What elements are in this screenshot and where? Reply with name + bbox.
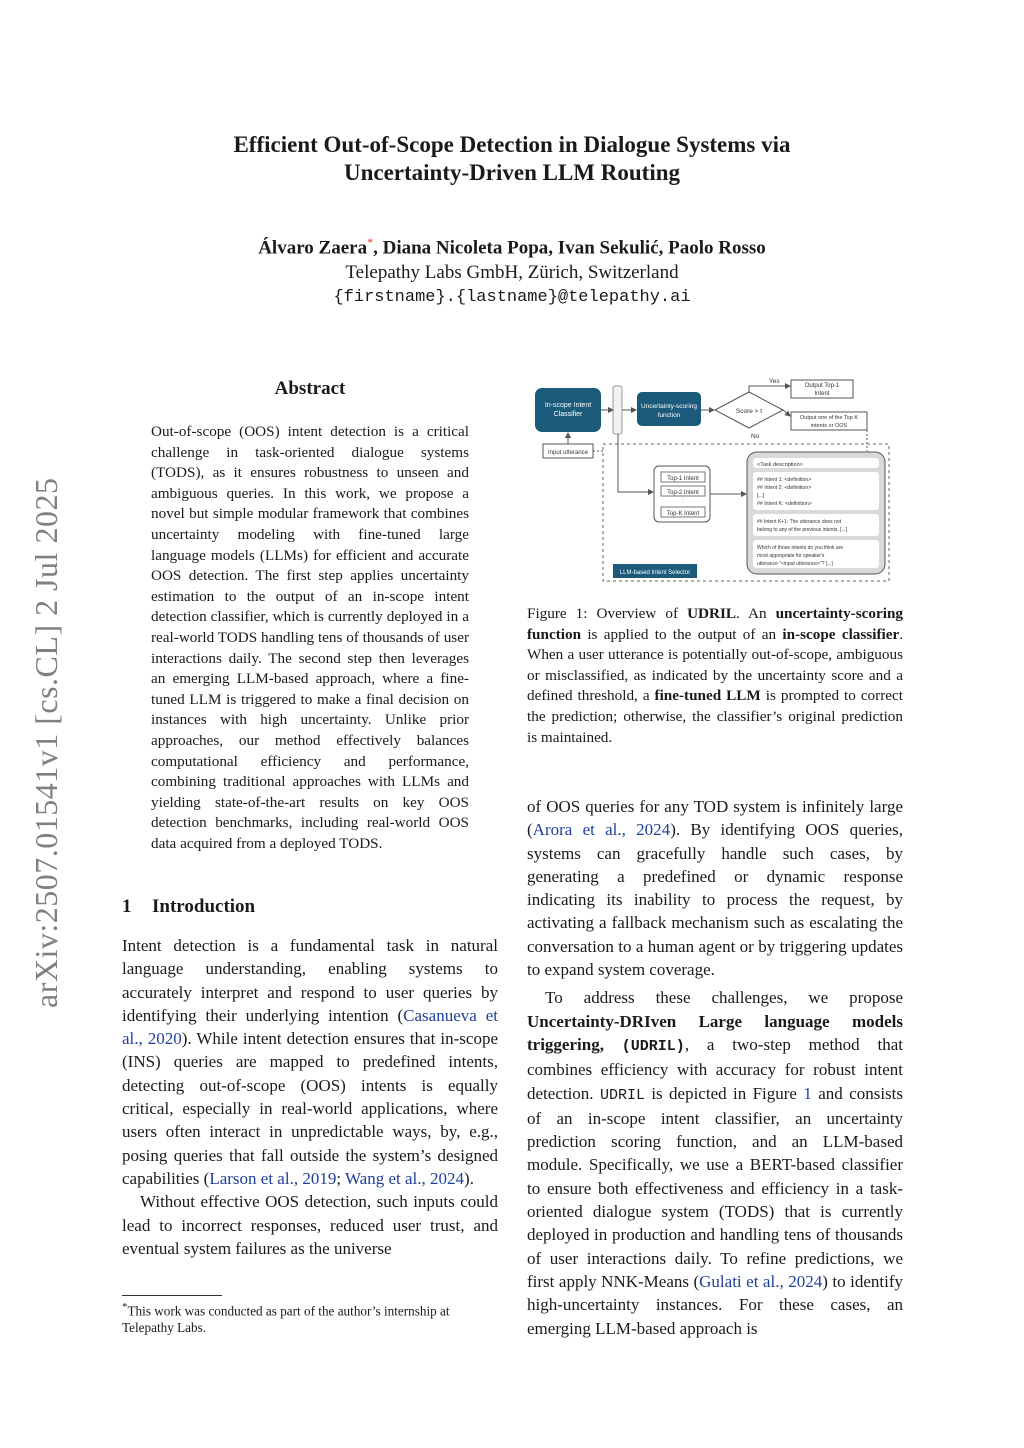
text-run: UDRIL	[687, 605, 737, 622]
output-topk-label: intents or OOS	[810, 423, 848, 429]
author-rest: , Diana Nicoleta Popa, Ivan Sekulić, Paolo Rosso	[373, 237, 766, 259]
text-run: ) to identify high-uncertainty instances. For these cases, an emerging LLM-based approach is	[527, 1271, 903, 1338]
top2-label: Top-2 Intent	[667, 490, 699, 496]
yes-label: Yes	[769, 378, 780, 385]
author-names	[150, 230, 874, 260]
text-run: uncertainty-scoring function	[527, 605, 903, 643]
email: {firstname}.{lastname}@telepathy.ai	[333, 288, 691, 308]
figure-link[interactable]: 1	[803, 1083, 812, 1103]
prompt-etc: [...]	[757, 493, 765, 499]
intro-paragraph-3	[527, 795, 903, 981]
citation-link[interactable]: Arora et al., 2024	[532, 820, 671, 840]
title-line-1: Efficient Out-of-Scope Detection in Dialogue Systems via	[233, 132, 791, 157]
classifier-label: Classifier	[553, 411, 583, 418]
intro-paragraph-4	[527, 986, 903, 1339]
abstract-heading: Abstract	[274, 378, 346, 399]
prompt-question: Which of those intents do you think are	[757, 545, 844, 551]
prompt-intent: ## Intent 1: <definition>	[757, 477, 812, 483]
author-block	[150, 230, 874, 310]
text-run: in-scope classifier	[782, 625, 900, 643]
topk-label: Top-K Intent	[666, 511, 700, 517]
citation-link[interactable]: Larson et al., 2019	[209, 1168, 337, 1188]
intro-paragraph-1	[122, 934, 498, 1190]
text-run: Intent detection is a fundamental task in natural language understanding, enabling systems to accurately interpret and respond to user queries by identifying their underlying intention (	[122, 936, 498, 1025]
prompt-question: most appropriate for speaker's	[757, 553, 825, 559]
title-line-2: Uncertainty-Driven LLM Routing	[343, 160, 681, 185]
output-top1-label: Output Top-1	[804, 383, 840, 389]
scoring-label: Uncertainty-scoring	[641, 403, 697, 410]
dots-label: :	[682, 499, 684, 505]
text-run: , a two-step method that combines efficiency with accuracy for robust intent detection.	[527, 1034, 903, 1103]
decision-label: Score > t	[735, 408, 763, 415]
text-run: (UDRIL)	[621, 1037, 685, 1055]
paper-title	[150, 131, 874, 187]
no-arrow	[783, 410, 790, 416]
prompt-intent: ## Intent K: <definition>	[757, 501, 812, 507]
text-run: and consists of an in-scope intent classifier, an uncertainty prediction scoring function, and an LLM-based module. Specifically, we use a BERT-based classifier to ensure both effectiveness and efficiency in a task-oriented dialogue system (TODS) that is currently deployed in production and handling tens of thousands of user interactions daily. To refine predictions, we first apply NNK-Means (	[527, 1083, 903, 1291]
text-run: Uncertainty-DRIven Large language models triggering,	[527, 1011, 903, 1054]
input-label: Input utterance	[547, 450, 589, 456]
text-run: ). While intent detection ensures that in-scope (INS) queries are mapped to predefined intents, detecting out-of-scope (OOS) intents is equally critical, especially in real-world applications, where users often interact in unpredictable ways, by, e.g., posing queries that fall outside the system’s designed capabilities (	[122, 1029, 498, 1188]
classifier-node	[535, 388, 601, 432]
author-footnote-mark[interactable]: *	[367, 235, 374, 249]
caption-label: Figure 1:	[527, 605, 588, 622]
classifier-label: In-scope Intent	[544, 402, 592, 409]
output-topk-label: Output one of the Top K	[800, 415, 858, 421]
abstract-text: Out-of-scope (OOS) intent detection is a critical challenge in task-oriented dialogue systems (TODS), as it ensures robustness to unseen and ambiguous queries. In this work, we propose a novel but simple modular framework that combines uncertainty modeling with fine-tuned large language models (LLMs) for efficient and accurate OOS detection. The first step applies uncertainty estimation to the output of an in-scope intent detection classifier, which is currently deployed in a real-world TODS handling tens of thousands of user interactions daily. The second step then leverages an emerging LLM-based approach, where a fine-tuned LLM is triggered to make a final decision on instances with high uncertainty. Unlike prior approaches, our method effectively balances computational efficiency and performance, combining traditional approaches with LLMs and yielding state-of-the-art results on key OOS detection benchmarks, including real-world OOS data acquired from a deployed TODS.	[151, 423, 469, 852]
intro-paragraph-2: Without effective OOS detection, such inputs could lead to incorrect responses, reduced user trust, and eventual system failures as the universe	[122, 1192, 498, 1258]
text-run: ).	[464, 1168, 474, 1188]
affiliation: Telepathy Labs GmbH, Zürich, Switzerland	[345, 262, 679, 284]
left-column-body	[122, 934, 498, 1260]
text-run: ;	[336, 1168, 345, 1188]
flow-arrow	[618, 434, 653, 492]
prompt-question: utterance "<input utterance>"? [...]	[757, 561, 833, 567]
text-run: of OOS queries for any TOD system is infinitely large (	[527, 797, 903, 840]
citation-link[interactable]: Gulati et al., 2024	[699, 1271, 823, 1291]
output-bar	[613, 386, 622, 434]
prompt-task: <Task description>	[757, 462, 803, 468]
text-run: . An	[736, 605, 776, 622]
prompt-intent: ## Intent 2: <definition>	[757, 485, 812, 491]
figure-1-diagram	[527, 372, 907, 587]
text-run: UDRIL	[599, 1086, 645, 1104]
top1-label: Top-1 Intent	[667, 476, 699, 482]
citation-link[interactable]: Wang et al., 2024	[345, 1168, 465, 1188]
section-number: 1	[122, 896, 132, 917]
text-run: . When a user utterance is potentially out-of-scope, ambiguous or misclassified, as indicated by the uncertainty score and a defined threshold, a	[527, 625, 903, 705]
footnote-text: This work was conducted as part of the author’s internship at Telepathy Labs.	[122, 1303, 450, 1336]
author-first: Álvaro Zaera	[258, 237, 368, 259]
citation-link[interactable]: Casanueva et al., 2020	[122, 1005, 498, 1049]
footnote-rule	[122, 1295, 222, 1296]
yes-arrow	[749, 386, 790, 392]
llm-selector-label: LLM-based Intent Selector	[619, 570, 691, 576]
text-run: is depicted in Figure	[644, 1083, 804, 1103]
footnote	[122, 1299, 498, 1336]
section-title: Introduction	[152, 896, 256, 917]
no-label: No	[751, 433, 760, 440]
figure-caption	[527, 604, 903, 748]
scoring-label: function	[657, 412, 681, 419]
text-run: fine-tuned LLM	[654, 687, 761, 705]
text-run: is applied to the output of an	[581, 625, 783, 643]
section-heading	[122, 896, 255, 918]
arxiv-identifier: arXiv:2507.01541v1 [cs.CL] 2 Jul 2025	[28, 477, 64, 1008]
text-run: is prompted to correct the prediction; otherwise, the classifier’s original prediction is maintained.	[527, 687, 903, 746]
text-run: ). By identifying OOS queries, systems can gracefully handle such cases, by generating a predefined or dynamic response indicating its inability to process the request, by activating a fallback mechanism such as escalating the conversation to a human agent or by triggering updates to expand system coverage.	[527, 820, 903, 980]
right-column-body	[527, 795, 903, 1340]
text-run: To address these challenges, we propose	[545, 988, 903, 1008]
prompt-oos: belong to any of the previous intents. [...]	[757, 527, 848, 533]
output-top1-label: Intent	[814, 391, 830, 397]
prompt-oos: ## Intent K+1: The utterance does not	[757, 519, 841, 525]
text-run: Overview of	[587, 605, 688, 622]
footnote-mark: *	[122, 1301, 128, 1313]
